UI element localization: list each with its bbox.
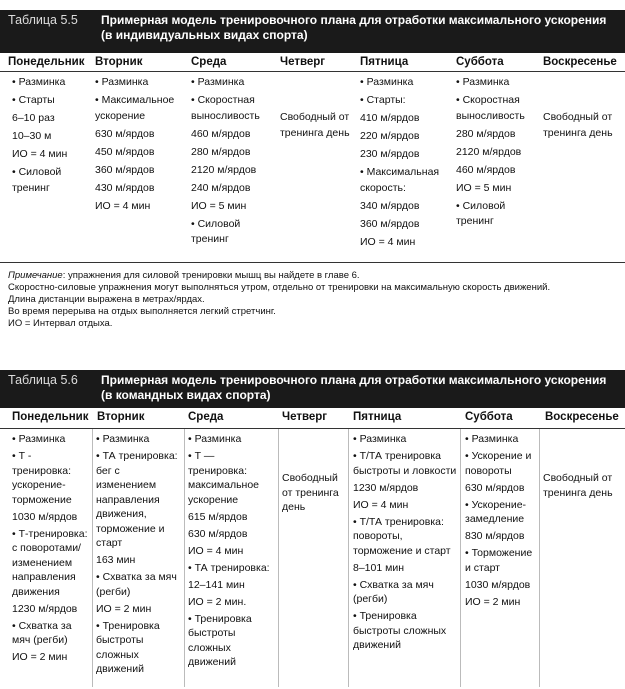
schedule-entry: • Тренировка быстроты сложных движений	[188, 612, 252, 668]
schedule-entry: 10–30 м	[12, 130, 52, 142]
schedule-entry: • Т/ТА тренировка быстроты и ловкости	[353, 450, 457, 477]
schedule-entry: • Силовой тренинг	[12, 166, 62, 194]
day-header: Понедельник	[12, 411, 89, 423]
table-title: Примерная модель тренировочного плана для отработки максимального ускорения (в командных видах спорта)	[101, 373, 607, 402]
schedule-entry: ИО = 2 мин	[465, 595, 521, 608]
note-line: Длина дистанции выражена в метрах/ярдах.	[8, 294, 205, 305]
schedule-entry: • Скоростная выносливость	[191, 94, 260, 122]
schedule-entry: ИО = 4 мин	[12, 148, 68, 160]
note-line: Скоростно-силовые упражнения могут выполняться утром, отдельно от тренировки на максимальную скорость движений.	[8, 282, 551, 293]
schedule-entry: • Старты:	[360, 94, 406, 106]
day-column	[543, 471, 619, 503]
day-header: Понедельник	[8, 56, 85, 68]
day-column	[353, 432, 458, 655]
day-header: Среда	[191, 56, 227, 68]
table-5-5	[0, 10, 625, 267]
note-line: ИО = Интервал отдыха.	[8, 318, 113, 329]
schedule-entry: • Разминка	[360, 76, 414, 88]
day-column	[282, 471, 346, 517]
schedule-entry: 460 м/ярдов	[191, 127, 251, 140]
schedule-entry: • Силовой тренинг	[191, 217, 241, 245]
schedule-entry: • Т - тренировка: ускорение-торможение	[12, 450, 72, 506]
schedule-entry: • Разминка	[456, 76, 510, 88]
table-5-6	[0, 370, 625, 689]
day-column	[360, 75, 452, 253]
day-column	[191, 75, 276, 250]
schedule-entry: 340 м/ярдов	[360, 199, 420, 212]
schedule-entry: • Разминка	[191, 76, 245, 88]
day-header: Воскресенье	[545, 411, 619, 423]
schedule-grid	[0, 72, 625, 267]
day-header: Среда	[188, 411, 224, 423]
schedule-entry: • Ускорение-замедление	[465, 498, 527, 525]
schedule-entry: 630 м/ярдов	[465, 481, 525, 494]
schedule-entry: 6–10 раз	[12, 112, 55, 124]
schedule-entry: 220 м/ярдов	[360, 130, 420, 142]
day-headers	[0, 53, 625, 72]
schedule-entry: 630 м/ярдов	[188, 527, 248, 540]
note-line: Примечание: упражнения для силовой тренировки мышц вы найдете в главе 6.	[8, 270, 360, 281]
schedule-entry: 2120 м/ярдов	[456, 145, 522, 158]
schedule-entry: 430 м/ярдов	[95, 181, 155, 194]
schedule-entry: ИО = 5 мин	[456, 181, 512, 194]
schedule-entry: Свободный от тренинга день	[280, 111, 350, 139]
schedule-entry: • Разминка	[353, 433, 407, 445]
day-header: Пятница	[360, 56, 409, 68]
schedule-entry: • Скоростная выносливость	[456, 94, 525, 122]
schedule-entry: 1030 м/ярдов	[12, 510, 78, 523]
schedule-entry: • Торможение и старт	[465, 547, 533, 574]
schedule-entry: ИО = 2 мин.	[188, 595, 247, 608]
day-header: Вторник	[95, 56, 143, 68]
day-header: Пятница	[353, 411, 402, 423]
day-headers	[0, 408, 625, 429]
schedule-entry: ИО = 5 мин	[191, 199, 247, 212]
schedule-entry: ИО = 4 мин	[353, 498, 409, 511]
schedule-entry: 230 м/ярдов	[360, 148, 420, 160]
column-divider	[184, 429, 185, 687]
schedule-entry: Свободный от тренинга день	[282, 472, 339, 513]
schedule-entry: 12–141 мин	[188, 578, 245, 591]
schedule-entry: • Разминка	[188, 433, 242, 445]
schedule-entry: • Т — тренировка: максимальное ускорение	[188, 450, 260, 506]
schedule-entry: 460 м/ярдов	[456, 163, 516, 176]
schedule-entry: ИО = 2 мин	[96, 602, 152, 615]
schedule-entry: • Тренировка быстроты сложных движений	[353, 610, 447, 651]
schedule-entry: 1230 м/ярдов	[12, 602, 78, 615]
divider	[0, 262, 625, 263]
schedule-entry: Свободный от тренинга день	[543, 472, 613, 499]
schedule-entry: • Силовой тренинг	[456, 199, 506, 227]
table-label: Таблица 5.5	[8, 13, 78, 27]
column-divider	[348, 429, 349, 687]
day-column	[95, 75, 187, 217]
schedule-entry: 360 м/ярдов	[360, 217, 420, 230]
note-line: Во время перерыва на отдых выполняется легкий стретчинг.	[8, 306, 276, 317]
schedule-grid	[0, 429, 625, 689]
schedule-entry: • Т-тренировка: с поворотами/ изменением направления движения	[12, 527, 88, 598]
schedule-entry: • Максимальная скорость:	[360, 166, 440, 194]
schedule-entry: ИО = 4 мин	[188, 544, 244, 557]
schedule-entry: • Разминка	[95, 76, 149, 88]
schedule-entry: ИО = 4 мин	[95, 199, 151, 212]
schedule-entry: 830 м/ярдов	[465, 530, 525, 542]
schedule-entry: 8–101 мин	[353, 561, 404, 574]
schedule-entry: 615 м/ярдов	[188, 510, 248, 523]
schedule-entry: • Схватка за мяч (регби)	[96, 571, 177, 598]
column-divider	[92, 429, 93, 687]
table-note	[8, 270, 618, 330]
column-divider	[278, 429, 279, 687]
day-column	[188, 432, 276, 672]
schedule-entry: 280 м/ярдов	[456, 127, 516, 140]
schedule-entry: • ТА тренировка: бег с изменением направления движения, торможение и старт	[96, 450, 178, 549]
schedule-entry: • Тренировка быстроты сложных движений	[96, 619, 160, 675]
day-column	[456, 75, 540, 232]
day-header: Вторник	[97, 411, 145, 423]
schedule-entry: • Разминка	[96, 433, 150, 445]
table-header	[0, 370, 625, 408]
schedule-entry: 1230 м/ярдов	[353, 481, 419, 494]
schedule-entry: ИО = 4 мин	[360, 235, 416, 248]
schedule-entry: • Схватка за мяч (регби)	[353, 578, 434, 605]
day-column	[280, 110, 356, 144]
schedule-entry: 280 м/ярдов	[191, 145, 251, 158]
column-divider	[539, 429, 540, 687]
schedule-entry: Свободный от тренинга день	[543, 111, 613, 139]
schedule-entry: • Разминка	[12, 76, 66, 88]
day-column	[96, 432, 182, 679]
note-label: Примечание	[8, 270, 63, 281]
day-header: Четверг	[282, 411, 328, 423]
column-divider	[460, 429, 461, 687]
day-header: Четверг	[280, 56, 326, 68]
schedule-entry: • Ускорение и повороты	[465, 450, 532, 477]
schedule-entry: • Максимальное ускорение	[95, 94, 175, 122]
table-header	[0, 10, 625, 53]
schedule-entry: • Разминка	[465, 433, 519, 445]
table-title: Примерная модель тренировочного плана для отработки максимального ускорения (в индивидуальных видах спорта)	[101, 13, 607, 42]
schedule-entry: • Старты	[12, 94, 55, 106]
schedule-entry: 450 м/ярдов	[95, 145, 155, 158]
schedule-entry: • Т/ТА тренировка: повороты, торможение и старт	[353, 515, 451, 557]
table-label: Таблица 5.6	[8, 373, 78, 387]
day-column	[465, 432, 537, 612]
schedule-entry: ИО = 2 мин	[12, 651, 68, 663]
schedule-entry: 240 м/ярдов	[191, 181, 251, 194]
day-column	[12, 75, 90, 199]
schedule-entry: 630 м/ярдов	[95, 127, 155, 140]
day-header: Воскресенье	[543, 56, 617, 68]
day-column	[543, 110, 619, 144]
day-header: Суббота	[456, 56, 504, 68]
schedule-entry: 410 м/ярдов	[360, 112, 420, 124]
schedule-entry: 360 м/ярдов	[95, 163, 155, 176]
day-column	[12, 432, 90, 667]
schedule-entry: • Схватка за мяч (регби)	[12, 619, 72, 646]
schedule-entry: 1030 м/ярдов	[465, 578, 531, 591]
schedule-entry: 163 мин	[96, 554, 136, 566]
schedule-entry: • ТА тренировка:	[188, 561, 270, 574]
schedule-entry: 2120 м/ярдов	[191, 163, 257, 176]
schedule-entry: • Разминка	[12, 433, 66, 445]
day-header: Суббота	[465, 411, 513, 423]
